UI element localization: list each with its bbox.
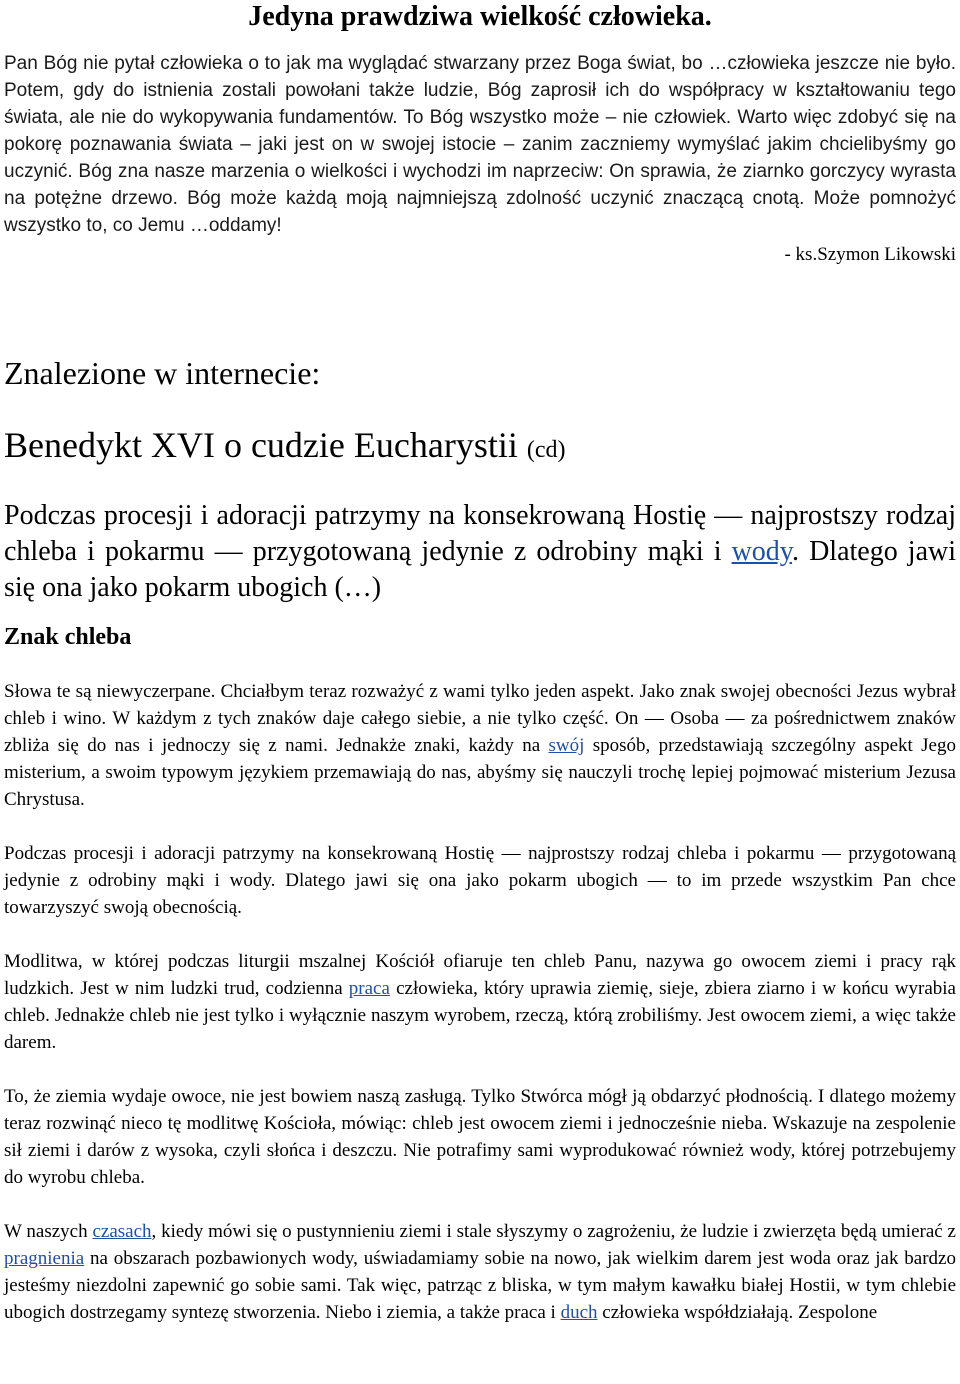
paragraph-5-part-1: W naszych <box>4 1221 93 1242</box>
article-title-suffix: (cd) <box>526 437 566 463</box>
document-page <box>4 0 956 1326</box>
paragraph-4: To, że ziemia wydaje owoce, nie jest bowiem naszą zasługą. Tylko Stwórca mógł ją obdarzyć płodnością. I dlatego możemy teraz rozwinąć nieco tę modlitwę Kościoła, mówiąc: chleb jest owocem ziemi i jednocześnie nieba. Wskazuje na zespolenie sił ziemi i darów z wysoka, czyli słońca i deszczu. Nie potrafimy sami wyprodukować również wody, której potrzebujemy do wyrobu chleba. <box>4 1086 956 1188</box>
link-duch[interactable]: duch <box>560 1302 598 1323</box>
paragraph-5-part-2: , kiedy mówi się o pustynnieniu ziemi i stale słyszymy o zagrożeniu, że ludzie i zwierzęta będą umierać z <box>151 1221 956 1242</box>
article-title-text: Benedykt XVI o cudzie Eucharystii <box>4 425 518 465</box>
paragraph-3-start: Modlitwa, w której podczas liturgii mszalnej Kościół ofiaruje ten chleb Panu, nazywa go owocem ziemi i pracy rąk ludzkich. Jest w nim ludzki trud, codzienna <box>4 951 956 999</box>
paragraph-5 <box>4 1218 956 1326</box>
link-praca[interactable]: praca <box>348 978 390 999</box>
paragraph-3-end: człowieka, który uprawia ziemię, sieje, zbiera ziarno i w końcu wyrabia chleb. Jednakże chleb nie jest tylko i wyłącznie naszym wyrobem, rzeczą, którą zrobiliśmy. Jest owocem ziemi, a więc także darem. <box>4 978 956 1053</box>
paragraph-5-part-4: człowieka współdziałają. Zespolone <box>597 1302 878 1323</box>
page-title: Jedyna prawdziwa wielkość człowieka. <box>248 1 712 32</box>
author-signature: - ks.Szymon Likowski <box>784 244 956 265</box>
link-wody[interactable]: wody <box>731 536 792 567</box>
paragraph-3 <box>4 948 956 1056</box>
paragraph-5-part-3: na obszarach pozbawionych wody, uświadamiamy sobie na nowo, jak wielkim darem jest woda oraz jak bardzo jesteśmy niezdolni zapewnić go sobie sami. Tak więc, patrząc z bliska, w tym małym kawałku białej Hostii, w tym chlebie ubogich dostrzegamy syntezę stworzenia. Niebo i ziemia, a także praca i <box>4 1248 956 1323</box>
lead-text-end: . Dlatego jawi się ona jako pokarm ubogich (…) <box>4 536 957 603</box>
article-lead <box>4 498 956 606</box>
article-title <box>4 423 956 472</box>
intro-paragraph: Pan Bóg nie pytał człowieka o to jak ma wyglądać stwarzany przez Boga świat, bo …człowieka jeszcze nie było. Potem, gdy do istnienia zostali powołani także ludzie, Bóg zaprosił ich do współpracy w kształtowaniu tego świata, ale nie do wykopywania fundamentów. To Bóg wszystko może – nie człowiek. Warto więc zdobyć się na pokorę poznawania świata – jaki jest on w swojej istocie – zanim zaczniemy wymyślać jakim chcielibyśmy go uczynić. Bóg zna nasze marzenia o wielkości i wychodzi im naprzeciw: On sprawia, że ziarnko gorczycy wyrasta na potężne drzewo. Bóg może każdą moją najmniejszą zdolność uczynić znaczącą cnotą. Może pomnożyć wszystko to, co Jemu …oddamy! <box>4 53 956 236</box>
link-czasach[interactable]: czasach <box>92 1221 152 1242</box>
found-heading: Znalezione w internecie: <box>4 355 321 391</box>
paragraph-1 <box>4 678 956 813</box>
link-swoj[interactable]: swój <box>548 735 585 756</box>
paragraph-1-end: sposób, przedstawiają szczególny aspekt Jego misterium, a swoim typowym językiem przemawiają do nas, abyśmy się nauczyli trochę lepiej pojmować misterium Jezusa Chrystusa. <box>4 735 956 810</box>
lead-text-start: Podczas procesji i adoracji patrzymy na konsekrowaną Hostię — najprostszy rodzaj chleba i pokarmu — przygotowaną jedynie z odrobiny mąki i <box>4 500 956 567</box>
paragraph-1-start: Słowa te są niewyczerpane. Chciałbym teraz rozważyć z wami tylko jeden aspekt. Jako znak swojej obecności Jezus wybrał chleb i wino. W każdym z tych znaków daje całego siebie, a nie tylko część. On — Osoba — za pośrednictwem znaków zbliża się do nas i jednoczy się z nami. Jednakże znaki, każdy na <box>4 681 956 756</box>
section-heading: Znak chleba <box>4 624 132 650</box>
paragraph-2: Podczas procesji i adoracji patrzymy na konsekrowaną Hostię — najprostszy rodzaj chleba i pokarmu — przygotowaną jedynie z odrobiny mąki i wody. Dlatego jawi się ona jako pokarm ubogich — to im przede wszystkim Pan chce towarzyszyć swoją obecnością. <box>4 843 956 918</box>
link-pragnienia[interactable]: pragnienia <box>4 1248 85 1269</box>
